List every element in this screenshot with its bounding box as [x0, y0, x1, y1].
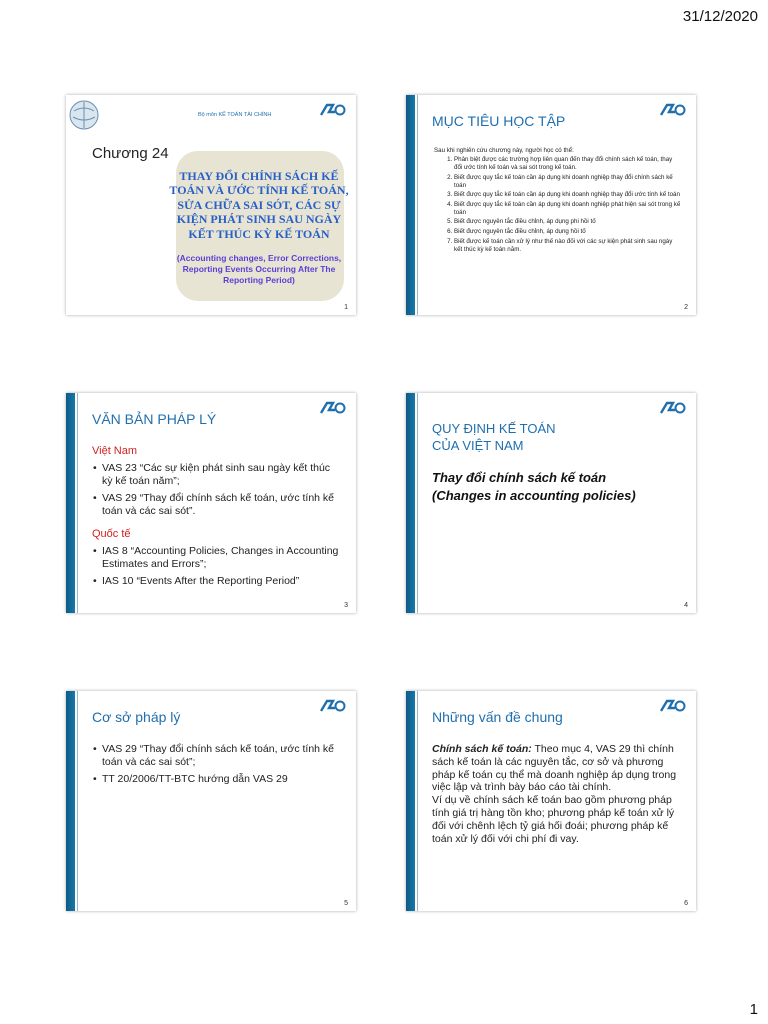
list-item: 7. Biết được kế toán cần xử lý như thế nào đối với các sự kiện phát sinh sau ngày kết thúc kỳ kế toán năm. [454, 238, 682, 254]
university-logo-icon [68, 99, 100, 131]
brand-logo-icon [660, 401, 686, 415]
slide-number: 5 [344, 900, 348, 907]
title-line: CỦA VIỆT NAM [432, 437, 524, 453]
department-label: Bộ môn KẾ TOÁN TÀI CHÍNH [198, 112, 272, 118]
side-bar-line [77, 393, 78, 613]
side-bar-line [417, 393, 418, 613]
section-label-intl: Quốc tế [92, 527, 131, 540]
side-bar [406, 393, 415, 613]
paragraph [432, 743, 682, 794]
slide-5 [66, 691, 356, 911]
section-label-vn: Việt Nam [92, 445, 138, 457]
list-item: • TT 20/2006/TT-BTC hướng dẫn VAS 29 [102, 773, 342, 786]
brand-logo-icon [660, 699, 686, 713]
slide-title [432, 421, 556, 455]
list-item: • VAS 23 “Các sự kiện phát sinh sau ngày kết thúc kỳ kế toán năm”; [102, 462, 342, 488]
slide-body [432, 743, 682, 845]
slide-body [92, 743, 342, 789]
subtitle-line: (Changes in accounting policies) [432, 487, 636, 503]
intl-list [92, 545, 342, 587]
side-bar-line [417, 691, 418, 911]
list-item: • VAS 29 “Thay đổi chính sách kế toán, ước tính kế toán và các sai sót”; [102, 743, 342, 769]
slide-4 [406, 393, 696, 613]
side-bar [66, 393, 75, 613]
slide-number: 6 [684, 900, 688, 907]
slide-number: 1 [344, 304, 348, 311]
slide-title: MỤC TIÊU HỌC TẬP [432, 113, 566, 129]
slide-2 [406, 95, 696, 315]
paragraph: Ví dụ về chính sách kế toán bao gồm phương pháp tính giá trị hàng tồn kho; phương pháp kế toán xử lý đối với chênh lệch tỷ giá hối đoái; phương pháp kế toán xử lý đối với chi phí đi vay. [432, 794, 675, 845]
side-bar [406, 95, 415, 315]
slide-number: 2 [684, 304, 688, 311]
slide-1 [66, 95, 356, 315]
list-item: • VAS 29 “Thay đổi chính sách kế toán, ước tính kế toán và các sai sót”. [102, 492, 342, 518]
slide-number: 4 [684, 602, 688, 609]
slide-title: VĂN BẢN PHÁP LÝ [92, 411, 217, 427]
slide-title: Cơ sở pháp lý [92, 709, 181, 725]
objectives-list [440, 156, 682, 255]
list-item: 6. Biết được nguyên tắc điều chỉnh, áp dụng hồi tố [454, 228, 682, 236]
list-item: 2. Biết được quy tắc kế toán cần áp dụng khi doanh nghiệp thay đổi chính sách kế toán [454, 174, 682, 190]
legal-basis-list [92, 743, 342, 785]
title-line: QUY ĐỊNH KẾ TOÁN [432, 421, 556, 436]
list-item: 3. Biết được quy tắc kế toán cần áp dụng khi doanh nghiệp thay đổi ước tính kế toán [454, 191, 682, 199]
brand-logo-icon [660, 103, 686, 117]
list-item: • IAS 8 “Accounting Policies, Changes in Accounting Estimates and Errors”; [102, 545, 342, 571]
intro-text: Sau khi nghiên cứu chương này, người học có thể: [434, 147, 574, 154]
vn-list [92, 462, 342, 517]
chapter-title-en: (Accounting changes, Error Corrections, Reporting Events Occurring After The Reporting Period) [176, 253, 342, 286]
lead-term: Chính sách kế toán: [432, 743, 532, 755]
slide-6 [406, 691, 696, 911]
side-bar [66, 691, 75, 911]
chapter-title: Chương 24 [92, 145, 169, 162]
side-bar-line [77, 691, 78, 911]
side-bar [406, 691, 415, 911]
list-item: 5. Biết được nguyên tắc điều chỉnh, áp dụng phi hồi tố [454, 218, 682, 226]
list-item: 1. Phân biệt được các trường hợp liên quan đến thay đổi chính sách kế toán, thay đổi ước tính kế toán và sai sót trong kế toán. [454, 156, 682, 172]
slide-body [92, 439, 342, 591]
list-item: • IAS 10 “Events After the Reporting Period” [102, 575, 342, 588]
slide-3 [66, 393, 356, 613]
list-item: 4. Biết được quy tắc kế toán cần áp dụng khi doanh nghiệp phát hiện sai sót trong kế toán [454, 201, 682, 217]
brand-logo-icon [320, 401, 346, 415]
paragraph-text: Theo mục 4, VAS 29 thì chính sách kế toán là các nguyên tắc, cơ sở và phương pháp kế toán cụ thể mà doanh nghiệp áp dụng trong việc lập và trình bày báo cáo tài chính. [432, 743, 677, 794]
brand-logo-icon [320, 699, 346, 713]
slide-subtitle [432, 469, 636, 504]
chapter-title-vn: THAY ĐỔI CHÍNH SÁCH KẾ TOÁN VÀ ƯỚC TÍNH KẾ TOÁN, SỬA CHỮA SAI SÓT, CÁC SỰ KIỆN PHÁT SINH SAU NGÀY KẾT THÚC KỲ KẾ TOÁN [169, 169, 349, 241]
slide-number: 3 [344, 602, 348, 609]
brand-logo-icon [320, 103, 346, 117]
page-date: 31/12/2020 [682, 8, 758, 25]
page-number: 1 [749, 1001, 758, 1018]
subtitle-line: Thay đổi chính sách kế toán [432, 470, 607, 485]
side-bar-line [417, 95, 418, 315]
slide-title: Những vấn đề chung [432, 709, 563, 725]
